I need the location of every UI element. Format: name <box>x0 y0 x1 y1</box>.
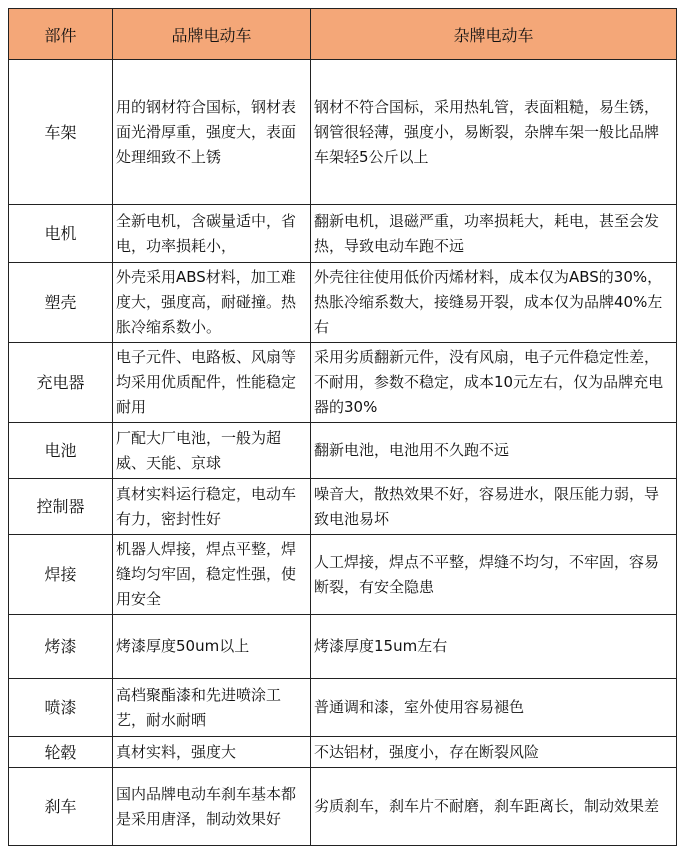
part-cell: 塑壳 <box>9 263 113 343</box>
part-cell: 电机 <box>9 205 113 263</box>
part-cell: 车架 <box>9 60 113 205</box>
table-row <box>9 205 677 263</box>
part-cell: 喷漆 <box>9 679 113 737</box>
brand-cell: 外壳采用ABS材料，加工难度大，强度高，耐碰撞。热胀冷缩系数小。 <box>113 263 311 343</box>
generic-cell: 采用劣质翻新元件，没有风扇，电子元件稳定性差，不耐用，参数不稳定，成本10元左右，仅为品牌充电器的30% <box>311 343 677 423</box>
table-row <box>9 479 677 535</box>
part-cell: 充电器 <box>9 343 113 423</box>
brand-cell: 全新电机，含碳量适中，省电，功率损耗小， <box>113 205 311 263</box>
brand-cell: 高档聚酯漆和先进喷涂工艺，耐水耐晒 <box>113 679 311 737</box>
generic-cell: 不达铝材，强度小，存在断裂风险 <box>311 737 677 768</box>
generic-cell: 烤漆厚度15um左右 <box>311 615 677 679</box>
header-part: 部件 <box>9 9 113 60</box>
part-cell: 焊接 <box>9 535 113 615</box>
generic-cell: 普通调和漆，室外使用容易褪色 <box>311 679 677 737</box>
generic-cell: 钢材不符合国标，采用热轧管，表面粗糙，易生锈，钢管很轻薄，强度小，易断裂，杂牌车架一般比品牌车架轻5公斤以上 <box>311 60 677 205</box>
brand-cell: 机器人焊接，焊点平整，焊缝均匀牢固，稳定性强，使用安全 <box>113 535 311 615</box>
generic-cell: 翻新电机，退磁严重，功率损耗大，耗电，甚至会发热，导致电动车跑不远 <box>311 205 677 263</box>
brand-cell: 用的钢材符合国标，钢材表面光滑厚重，强度大，表面处理细致不上锈 <box>113 60 311 205</box>
part-cell: 电池 <box>9 423 113 479</box>
table-row <box>9 535 677 615</box>
generic-cell: 劣质刹车，刹车片不耐磨，刹车距离长，制动效果差 <box>311 768 677 846</box>
generic-cell: 噪音大，散热效果不好，容易进水，限压能力弱，导致电池易坏 <box>311 479 677 535</box>
brand-cell: 国内品牌电动车刹车基本都是采用唐泽，制动效果好 <box>113 768 311 846</box>
brand-cell: 厂配大厂电池，一般为超威、天能、京球 <box>113 423 311 479</box>
generic-cell: 翻新电池，电池用不久跑不远 <box>311 423 677 479</box>
table-row <box>9 615 677 679</box>
brand-cell: 真材实料，强度大 <box>113 737 311 768</box>
part-cell: 轮毂 <box>9 737 113 768</box>
table-row <box>9 423 677 479</box>
header-row <box>9 9 677 60</box>
brand-cell: 电子元件、电路板、风扇等均采用优质配件，性能稳定耐用 <box>113 343 311 423</box>
header-generic: 杂牌电动车 <box>311 9 677 60</box>
table-row <box>9 263 677 343</box>
comparison-table <box>8 8 677 846</box>
table-row <box>9 343 677 423</box>
generic-cell: 外壳往往使用低价丙烯材料，成本仅为ABS的30%，热胀冷缩系数大，接缝易开裂，成本仅为品牌40%左右 <box>311 263 677 343</box>
table-row <box>9 737 677 768</box>
part-cell: 刹车 <box>9 768 113 846</box>
table-row <box>9 60 677 205</box>
header-brand: 品牌电动车 <box>113 9 311 60</box>
table-row <box>9 768 677 846</box>
brand-cell: 真材实料运行稳定，电动车有力，密封性好 <box>113 479 311 535</box>
generic-cell: 人工焊接，焊点不平整，焊缝不均匀，不牢固，容易断裂，有安全隐患 <box>311 535 677 615</box>
brand-cell: 烤漆厚度50um以上 <box>113 615 311 679</box>
part-cell: 烤漆 <box>9 615 113 679</box>
part-cell: 控制器 <box>9 479 113 535</box>
table-row <box>9 679 677 737</box>
